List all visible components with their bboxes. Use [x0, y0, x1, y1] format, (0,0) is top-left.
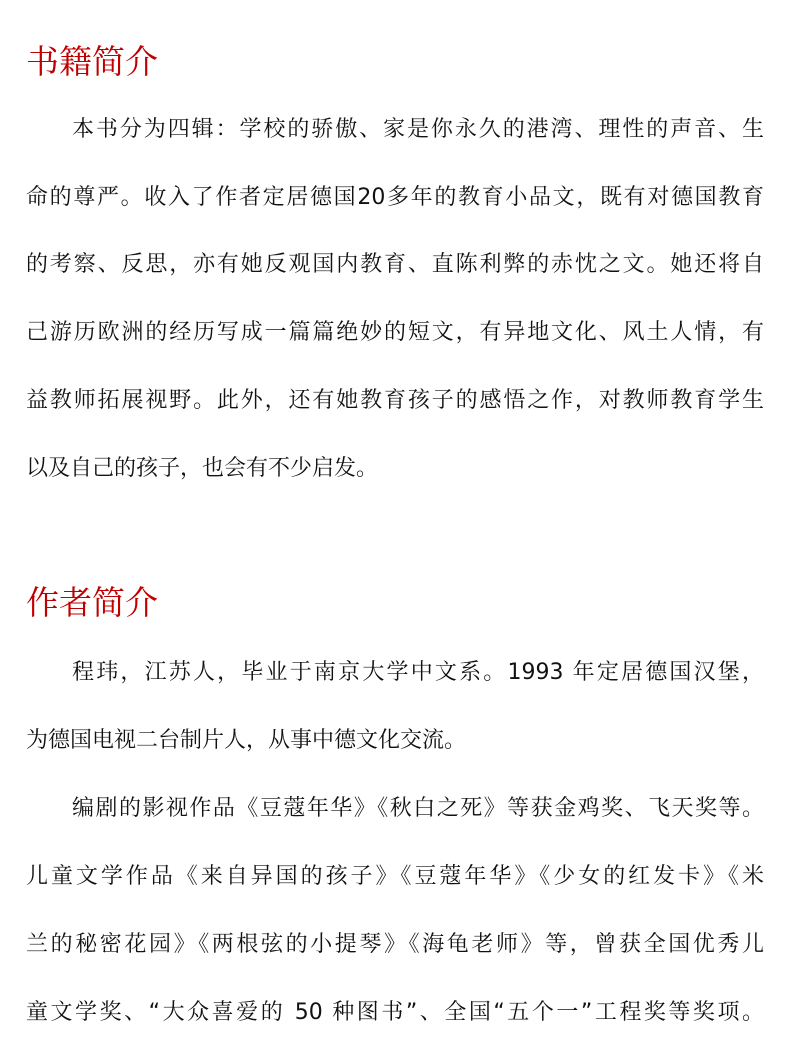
- book-intro-line-6: 以及自己的孩子，也会有不少启发。: [26, 456, 379, 481]
- author-intro-line-1: 程玮，江苏人，毕业于南京大学中文系。1993 年定居德国汉堡，: [72, 660, 764, 685]
- author-intro-line-3: 编剧的影视作品《豆蔻年华》《秋白之死》等获金鸡奖、飞天奖等。: [72, 796, 764, 821]
- author-intro-heading: 作者简介: [26, 583, 158, 622]
- book-intro-line-2: 命的尊严。收入了作者定居德国20多年的教育小品文，既有对德国教育: [26, 185, 764, 210]
- author-intro-line-6: 童文学奖、“大众喜爱的 50 种图书”、全国“五个一”工程奖等奖项。: [26, 1000, 764, 1025]
- book-intro-line-3: 的考察、反思，亦有她反观国内教育、直陈利弊的赤忱之文。她还将自: [26, 252, 764, 277]
- author-intro-line-2: 为德国电视二台制片人，从事中德文化交流。: [26, 728, 467, 753]
- book-intro-line-5: 益教师拓展视野。此外，还有她教育孩子的感悟之作，对教师教育学生: [26, 388, 764, 413]
- book-intro-line-4: 己游历欧洲的经历写成一篇篇绝妙的短文，有异地文化、风土人情，有: [26, 320, 764, 345]
- book-intro-heading: 书籍简介: [26, 42, 158, 81]
- author-intro-line-4: 儿童文学作品《来自异国的孩子》《豆蔻年华》《少女的红发卡》《米: [26, 864, 764, 889]
- author-intro-line-5: 兰的秘密花园》《两根弦的小提琴》《海龟老师》等，曾获全国优秀儿: [26, 932, 764, 957]
- book-intro-line-1: 本书分为四辑：学校的骄傲、家是你永久的港湾、理性的声音、生: [72, 117, 764, 142]
